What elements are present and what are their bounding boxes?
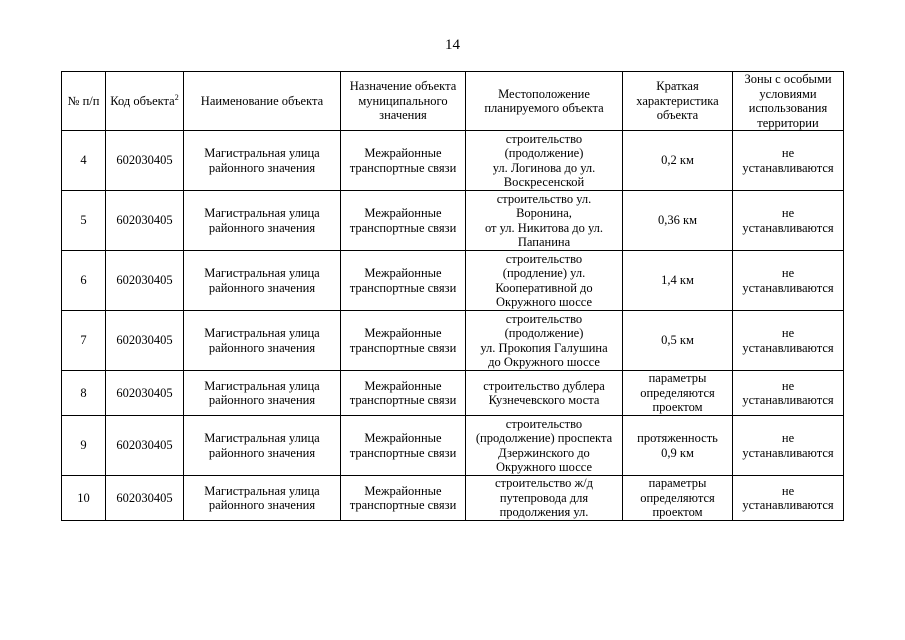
cell-code: 602030405: [106, 191, 184, 251]
cell-characteristic: 1,4 км: [623, 251, 733, 311]
cell-name: Магистральная улица районного значения: [184, 416, 341, 476]
cell-number: 6: [62, 251, 106, 311]
cell-characteristic: параметры определяются проектом: [623, 371, 733, 416]
cell-number: 5: [62, 191, 106, 251]
table-row: [62, 131, 844, 191]
cell-characteristic: протяженность 0,9 км: [623, 416, 733, 476]
header-cell-purpose: Назначение объекта муниципального значения: [341, 72, 466, 131]
cell-purpose: Межрайонные транспортные связи: [341, 476, 466, 521]
cell-number: 8: [62, 371, 106, 416]
code-footnote-mark: 2: [174, 92, 179, 102]
table-header: [62, 72, 844, 131]
cell-location: строительство (продолжение) проспекта Дзержинского до Окружного шоссе: [466, 416, 623, 476]
cell-code: 602030405: [106, 416, 184, 476]
cell-location: строительство ж/д путепровода для продолжения ул.: [466, 476, 623, 521]
cell-purpose: Межрайонные транспортные связи: [341, 416, 466, 476]
cell-zones: не устанавливаются: [733, 476, 844, 521]
cell-zones: не устанавливаются: [733, 191, 844, 251]
cell-purpose: Межрайонные транспортные связи: [341, 191, 466, 251]
cell-location: строительство (продление) ул. Кооперативной до Окружного шоссе: [466, 251, 623, 311]
page-number: 14: [445, 37, 460, 53]
header-cell-characteristic: Краткая характеристика объекта: [623, 72, 733, 131]
cell-number: 10: [62, 476, 106, 521]
cell-purpose: Межрайонные транспортные связи: [341, 371, 466, 416]
cell-location: строительство ул. Воронина, от ул. Никитова до ул. Папанина: [466, 191, 623, 251]
cell-zones: не устанавливаются: [733, 416, 844, 476]
cell-purpose: Межрайонные транспортные связи: [341, 131, 466, 191]
header-row: [62, 72, 844, 131]
header-cell-name: Наименование объекта: [184, 72, 341, 131]
table-row: [62, 191, 844, 251]
cell-code: 602030405: [106, 371, 184, 416]
cell-name: Магистральная улица районного значения: [184, 371, 341, 416]
cell-zones: не устанавливаются: [733, 251, 844, 311]
cell-number: 9: [62, 416, 106, 476]
table-row: [62, 371, 844, 416]
cell-number: 7: [62, 311, 106, 371]
header-cell-location: Местоположение планируемого объекта: [466, 72, 623, 131]
cell-name: Магистральная улица районного значения: [184, 191, 341, 251]
cell-location: строительство (продолжение) ул. Прокопия Галушина до Окружного шоссе: [466, 311, 623, 371]
cell-code: 602030405: [106, 476, 184, 521]
header-cell-zones: Зоны с особыми условиями использования территории: [733, 72, 844, 131]
cell-name: Магистральная улица районного значения: [184, 131, 341, 191]
cell-name: Магистральная улица районного значения: [184, 311, 341, 371]
cell-code: 602030405: [106, 251, 184, 311]
cell-location: строительство (продолжение) ул. Логинова до ул. Воскресенской: [466, 131, 623, 191]
cell-characteristic: 0,5 км: [623, 311, 733, 371]
table-row: [62, 251, 844, 311]
table-row: [62, 416, 844, 476]
header-cell-number: № п/п: [62, 72, 106, 131]
cell-name: Магистральная улица районного значения: [184, 251, 341, 311]
cell-zones: не устанавливаются: [733, 371, 844, 416]
cell-zones: не устанавливаются: [733, 131, 844, 191]
cell-code: 602030405: [106, 311, 184, 371]
table-body: [62, 131, 844, 521]
cell-characteristic: 0,2 км: [623, 131, 733, 191]
cell-characteristic: параметры определяются проектом: [623, 476, 733, 521]
cell-characteristic: 0,36 км: [623, 191, 733, 251]
cell-zones: не устанавливаются: [733, 311, 844, 371]
cell-purpose: Межрайонные транспортные связи: [341, 251, 466, 311]
table-row: [62, 311, 844, 371]
cell-number: 4: [62, 131, 106, 191]
table-row: [62, 476, 844, 521]
header-cell-code: Код объекта$^2$: [106, 72, 184, 131]
cell-code: 602030405: [106, 131, 184, 191]
cell-location: строительство дублера Кузнечевского моста: [466, 371, 623, 416]
cell-name: Магистральная улица районного значения: [184, 476, 341, 521]
objects-table: [61, 71, 844, 521]
cell-purpose: Межрайонные транспортные связи: [341, 311, 466, 371]
